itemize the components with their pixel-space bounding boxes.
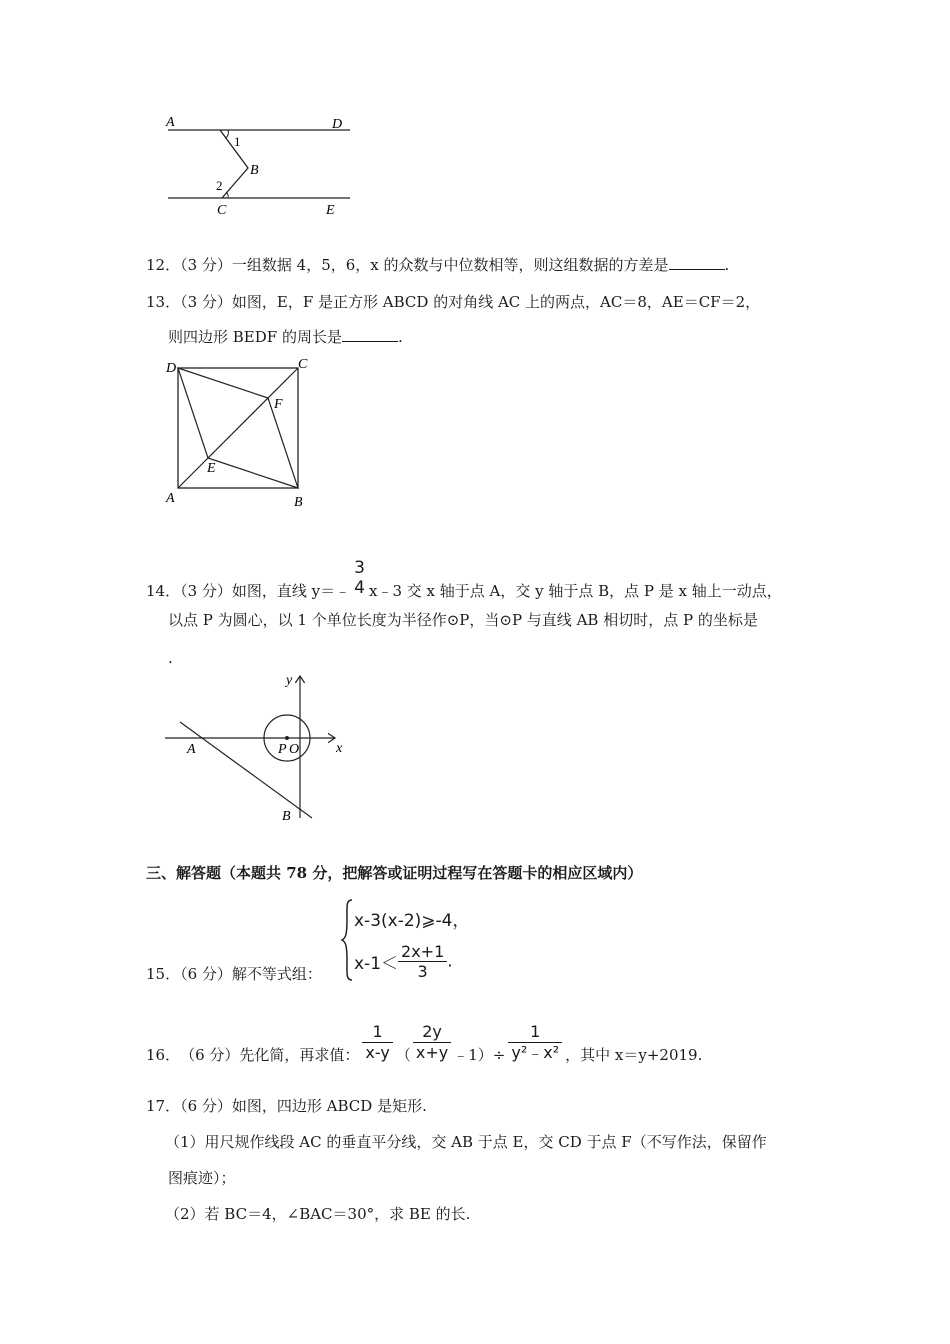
question-13: [146, 292, 760, 312]
q17-part1-line2: 图痕迹）；: [168, 1169, 236, 1187]
q17-part2: （2）若 BC＝4，∠BAC＝30°，求 BE 的长.: [165, 1205, 471, 1223]
label-a: A: [166, 491, 175, 506]
label-angle-1: 1: [234, 134, 241, 149]
coordinate-figure: [160, 668, 360, 828]
q15-ineq2-pre: x-1＜: [354, 954, 399, 974]
q13-score: （3 分）: [180, 293, 232, 311]
label-y: y: [286, 673, 293, 688]
q13-line2: 则四边形 BEDF 的周长是: [168, 328, 342, 346]
square-figure: [160, 352, 320, 512]
q13-number: 13．: [146, 293, 181, 311]
label-c: C: [217, 203, 227, 218]
q13-answer-blank[interactable]: [342, 327, 398, 342]
label-x: x: [336, 741, 343, 756]
label-c: C: [298, 357, 308, 372]
q16-f2-den: x+y: [415, 1043, 449, 1062]
angle-1-arc: [226, 130, 228, 138]
parallel-lines-figure: [160, 108, 360, 223]
q12-answer-blank[interactable]: [669, 255, 725, 270]
q15-brace: [340, 898, 354, 982]
q14-post: x﹣3 交 x 轴于点 A，交 y 轴于点 B，点 P 是 x 轴上一动点，: [368, 582, 782, 600]
question-17: [146, 1096, 427, 1116]
q16-f3-den: y²﹣x²: [511, 1043, 560, 1062]
label-d: D: [166, 361, 177, 376]
q16-f1-den: x-y: [365, 1043, 390, 1062]
q17-text: 如图，四边形 ABCD 是矩形.: [231, 1097, 427, 1115]
question-12: [146, 255, 729, 275]
q16-f2-num: 2y: [413, 1022, 451, 1043]
label-a: A: [166, 115, 175, 130]
q15-frac-den: 3: [417, 962, 428, 981]
q16-f3-num: 1: [508, 1022, 562, 1043]
q15-fraction: [398, 942, 447, 981]
q15-inequality-2: [354, 942, 453, 981]
question-14-line2: [168, 610, 758, 630]
label-b: B: [282, 809, 291, 824]
q12-number: 12．: [146, 256, 181, 274]
q12-end: .: [724, 256, 730, 274]
q17-part1-line1: （1）用尺规作线段 AC 的垂直平分线，交 AB 于点 E，交 CD 于点 F（不写作法，保留作: [165, 1133, 767, 1151]
question-15: [146, 964, 322, 984]
label-e: E: [326, 203, 335, 218]
q13-end: .: [397, 328, 403, 346]
q15-number: 15．: [146, 965, 181, 983]
section-3-heading: 三、解答题（本题共 78 分，把解答或证明过程写在答题卡的相应区域内）: [146, 864, 643, 882]
q16-f1-num: 1: [362, 1022, 392, 1043]
label-e: E: [207, 461, 216, 476]
q16-score: （6 分）: [180, 1046, 240, 1064]
q17-score: （6 分）: [180, 1097, 232, 1115]
question-14-line3: [168, 648, 173, 668]
label-f: F: [274, 397, 283, 412]
q16-tail: ，其中 x＝y+2019.: [565, 1046, 703, 1064]
q15-text: 解不等式组：: [231, 965, 322, 983]
q14-line3: .: [168, 649, 173, 667]
label-b: B: [250, 163, 259, 178]
label-d: D: [332, 117, 343, 132]
q15-ineq2-end: .: [447, 951, 453, 972]
label-a: A: [187, 742, 196, 757]
line-ab: [180, 722, 312, 818]
question-16: [146, 1022, 702, 1063]
label-angle-2: 2: [216, 178, 223, 193]
q15-score: （6 分）: [180, 965, 232, 983]
q13-line1: 如图，E，F 是正方形 ABCD 的对角线 AC 上的两点，AC＝8，AE＝CF＝2，: [231, 293, 761, 311]
q14-frac-den: 4: [354, 578, 365, 598]
angle-2-arc: [226, 192, 228, 198]
q12-score: （3 分）: [180, 256, 232, 274]
label-o: O: [289, 742, 300, 757]
q16-fraction-1: [362, 1022, 392, 1063]
q15-frac-num: 2x+1: [398, 942, 447, 962]
q14-line2: 以点 P 为圆心，以 1 个单位长度为半径作⊙P，当⊙P 与直线 AB 相切时，点 P 的坐标是: [168, 611, 758, 629]
label-b: B: [294, 495, 303, 510]
q14-fraction: [351, 558, 368, 598]
q14-number: 14．: [146, 582, 181, 600]
question-14: [146, 558, 782, 612]
label-p: P: [278, 742, 287, 757]
q16-minus1: ﹣1）÷: [453, 1046, 506, 1064]
question-13-line2: [168, 327, 403, 347]
left-brace-icon: [340, 898, 354, 982]
q12-text: 一组数据 4，5，6，x 的众数与中位数相等，则这组数据的方差是: [231, 256, 669, 274]
center-p: [285, 736, 289, 740]
q15-inequality-1: x-3(x-2)⩾-4，: [354, 911, 470, 931]
diagonal-ac: [178, 368, 298, 488]
q16-number: 16．: [146, 1046, 181, 1064]
q16-fraction-3: [508, 1022, 562, 1063]
q16-text: 先化简，再求值：: [239, 1046, 360, 1064]
q17-number: 17．: [146, 1097, 181, 1115]
q16-fraction-2: [413, 1022, 451, 1063]
q16-lparen: （: [395, 1046, 411, 1064]
q14-frac-num: 3: [354, 558, 365, 578]
q14-score: （3 分）: [180, 582, 232, 600]
q14-pre: 如图，直线 y＝﹣: [231, 582, 351, 600]
